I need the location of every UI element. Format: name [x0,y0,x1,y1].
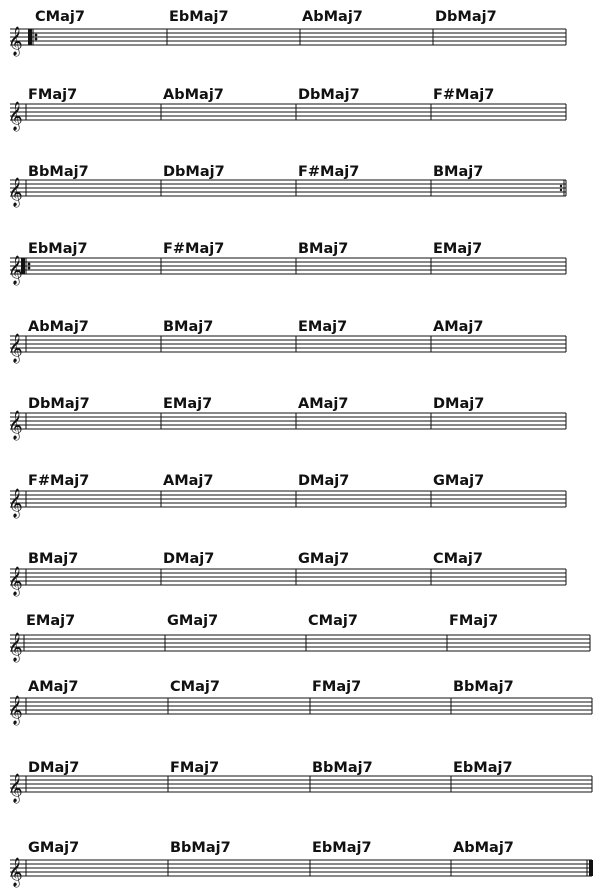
chord-symbol: EbMaj7 [28,241,88,257]
staff-system [8,164,566,207]
chord-symbol: BbMaj7 [312,760,373,776]
chord-symbol: EMaj7 [26,613,76,629]
repeat-dot [560,185,562,187]
repeat-dot [28,267,31,270]
treble-clef-icon: 𝄞 [8,566,23,595]
chord-symbol: AMaj7 [28,679,79,695]
chord-symbol: F#Maj7 [28,473,90,489]
staff-system [8,87,566,131]
treble-clef-icon: 𝄞 [8,26,23,55]
chord-symbol: BMaj7 [163,319,214,335]
chord-symbol: BbMaj7 [170,840,231,856]
staff-system [8,679,592,725]
chord-symbol: F#Maj7 [298,164,360,180]
staff-system [8,760,592,803]
chord-symbol: CMaj7 [433,551,483,567]
chord-symbol: AMaj7 [163,473,214,489]
chord-symbol: FMaj7 [312,679,362,695]
chord-symbol: GMaj7 [298,551,350,567]
chord-symbol: CMaj7 [170,679,220,695]
repeat-dot [560,189,562,191]
staff-system [8,473,566,518]
chord-symbol: AbMaj7 [28,319,89,335]
staff-system [8,396,566,440]
staff-system [8,613,590,662]
treble-clef-icon: 𝄞 [8,333,23,362]
chord-symbol: DMaj7 [298,473,350,489]
staff-system [8,551,566,596]
chord-symbol: DbMaj7 [298,87,360,103]
chord-symbol: CMaj7 [35,9,85,25]
chord-symbol: FMaj7 [28,87,78,103]
treble-clef-icon: 𝄞 [8,177,23,206]
chord-symbol: DbMaj7 [163,164,225,180]
chord-symbol: EbMaj7 [312,840,372,856]
treble-clef-icon: 𝄞 [8,488,23,517]
chord-symbol: AbMaj7 [163,87,224,103]
chord-symbol: EbMaj7 [453,760,513,776]
chord-symbol: EMaj7 [298,319,348,335]
treble-clef-icon: 𝄞 [8,695,23,724]
chord-symbol: DbMaj7 [28,396,90,412]
treble-clef-icon: 𝄞 [8,255,23,284]
treble-clef-icon: 𝄞 [8,101,23,130]
treble-clef-icon: 𝄞 [8,410,23,439]
chord-symbol: BbMaj7 [453,679,514,695]
chord-symbol: GMaj7 [167,613,219,629]
chord-symbol: GMaj7 [28,840,80,856]
chord-symbol: EMaj7 [433,241,483,257]
treble-clef-icon: 𝄞 [8,632,23,661]
chord-symbol: AMaj7 [433,319,484,335]
treble-clef-icon: 𝄞 [8,773,23,802]
repeat-dot [35,38,38,41]
chord-symbol: F#Maj7 [433,87,495,103]
repeat-dot [35,34,38,37]
repeat-dot [28,263,31,266]
chord-symbol: AMaj7 [298,396,349,412]
chord-symbol: BMaj7 [298,241,349,257]
chord-symbol: AbMaj7 [453,840,514,856]
chord-symbol: CMaj7 [308,613,358,629]
chord-symbol: FMaj7 [170,760,220,776]
chord-symbol: AbMaj7 [302,9,363,25]
chord-symbol: DbMaj7 [435,9,497,25]
chord-symbol: DMaj7 [433,396,485,412]
chord-symbol: GMaj7 [433,473,485,489]
chord-symbol: FMaj7 [449,613,499,629]
chord-symbol: EMaj7 [163,396,213,412]
staff-system [8,9,566,56]
chord-symbol: BMaj7 [433,164,484,180]
treble-clef-icon: 𝄞 [8,857,23,886]
staff-system [8,840,592,887]
staff-system [8,319,566,363]
chord-symbol: BbMaj7 [28,164,89,180]
chord-symbol: DMaj7 [163,551,215,567]
staff-system [8,241,566,285]
chord-symbol: F#Maj7 [163,241,225,257]
chord-symbol: DMaj7 [28,760,80,776]
chord-symbol: BMaj7 [28,551,79,567]
chord-symbol: EbMaj7 [169,9,229,25]
